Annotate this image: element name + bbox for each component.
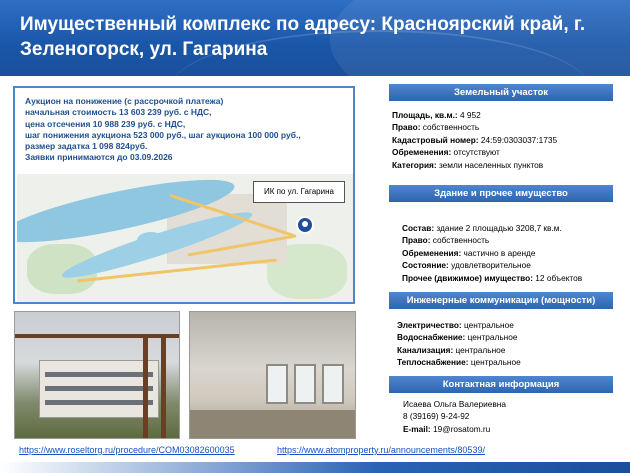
- building-encumbrance-row: [402, 247, 582, 259]
- auction-cutoff-price: цена отсечения 10 988 239 руб. с НДС,: [25, 118, 186, 129]
- field-label: Обременения:: [402, 247, 462, 258]
- contact-details: [403, 398, 506, 435]
- building-right-row: [402, 234, 582, 246]
- field-label: Право:: [402, 235, 431, 246]
- marker-pin: [302, 221, 308, 227]
- field-label: Прочее (движимое) имущество:: [402, 272, 533, 283]
- electricity-row: [397, 319, 521, 331]
- photo-window: [322, 364, 344, 404]
- heating-row: [397, 356, 521, 368]
- field-value: собственность: [430, 235, 490, 246]
- field-label: Площадь, кв.м.:: [392, 110, 458, 120]
- field-label: Канализация:: [397, 344, 454, 355]
- field-value: здание 2 площадью 3208,7 кв.м.: [434, 223, 562, 233]
- land-category-row: [392, 159, 557, 171]
- field-value: земли населенных пунктов: [436, 159, 544, 170]
- field-value: 12 объектов: [532, 272, 583, 283]
- building-movable-row: [402, 272, 582, 284]
- field-value: центральное: [465, 332, 518, 343]
- footer-strip: [0, 462, 630, 473]
- utilities-section-header: Инженерные коммуникации (мощности): [389, 292, 613, 309]
- field-value: отсутствуют: [451, 147, 500, 158]
- field-label: Обременения:: [392, 147, 452, 158]
- field-value: центральное: [453, 344, 506, 355]
- photo-floor: [190, 410, 356, 439]
- contact-section-header: Контактная информация: [389, 376, 613, 393]
- contact-phone[interactable]: 8 (39169) 9-24-92: [403, 411, 470, 422]
- building-composition-row: [402, 222, 582, 234]
- building-interior-photo: [189, 311, 356, 439]
- field-label: Теплоснабжение:: [397, 357, 469, 368]
- page-title: Имущественный комплекс по адресу: Красноярский край, г. Зеленогорск, ул. Гагарина: [20, 14, 586, 60]
- header-banner: [0, 0, 630, 76]
- photo-pipe: [161, 334, 166, 439]
- auction-deposit: размер задатка 1 098 824руб.: [25, 141, 148, 152]
- photo-window-row: [45, 372, 153, 377]
- land-area-row: [392, 109, 557, 121]
- field-value: удовлетворительное: [448, 260, 531, 271]
- building-exterior-photo: [14, 311, 180, 439]
- building-section-header: Здание и прочее имущество: [389, 185, 613, 202]
- field-label: Состав:: [402, 223, 435, 233]
- photo-window: [294, 364, 316, 404]
- contact-name: Исаева Ольга Валериевна: [403, 399, 506, 409]
- utilities-details: [397, 319, 521, 369]
- land-section-header: Земельный участок: [389, 84, 613, 101]
- photo-pipe: [15, 334, 180, 338]
- auction-type: Аукцион на понижение (с рассрочкой платежа): [25, 96, 224, 106]
- rosatom-logo-icon[interactable]: [296, 216, 314, 234]
- sewerage-row: [397, 344, 521, 356]
- auction-deadline: Заявки принимаются до 03.09.2026: [25, 152, 173, 163]
- field-value: центральное: [461, 320, 514, 330]
- water-row: [397, 331, 521, 343]
- field-label: Категория:: [392, 159, 437, 170]
- photo-window: [266, 364, 288, 404]
- field-label: Право:: [392, 122, 421, 133]
- building-condition-row: [402, 259, 582, 271]
- photo-window-row: [45, 400, 153, 405]
- auction-start-price: начальная стоимость 13 603 239 руб. с НДС,: [25, 107, 212, 118]
- contact-email-row[interactable]: [403, 423, 506, 435]
- land-cadastral-row: [392, 134, 557, 146]
- photo-pipe: [143, 334, 148, 439]
- land-details: [392, 109, 557, 171]
- field-label: Кадастровый номер:: [392, 134, 479, 145]
- field-label: Водоснабжение:: [397, 332, 466, 343]
- field-label: Состояние:: [402, 260, 449, 271]
- field-value: центральное: [468, 357, 521, 368]
- auction-terms: [25, 96, 355, 164]
- field-value: 24:59:0303037:1735: [478, 134, 558, 145]
- field-label: Электричество:: [397, 320, 462, 330]
- roseltorg-procedure-link[interactable]: https://www.roseltorg.ru/procedure/COM03082600035: [19, 445, 235, 455]
- land-encumbrance-row: [392, 146, 557, 158]
- field-value: 4 952: [457, 110, 481, 120]
- field-value: частично в аренде: [461, 247, 536, 258]
- map-lake: [137, 232, 165, 248]
- auction-info-box: [13, 86, 355, 304]
- auction-steps: шаг понижения аукциона 523 000 руб., шаг аукциона 100 000 руб.,: [25, 129, 301, 140]
- field-label: E-mail:: [403, 423, 431, 434]
- contact-email[interactable]: 19@rosatom.ru: [430, 423, 491, 434]
- map-callout-label: ИК по ул. Гагарина: [253, 181, 345, 203]
- atomproperty-announcement-link[interactable]: https://www.atomproperty.ru/announcements/80539/: [277, 445, 485, 455]
- land-right-row: [392, 121, 557, 133]
- building-details: [402, 222, 582, 284]
- field-value: собственность: [420, 122, 480, 133]
- location-map[interactable]: [17, 174, 353, 302]
- photo-window-row: [45, 386, 153, 391]
